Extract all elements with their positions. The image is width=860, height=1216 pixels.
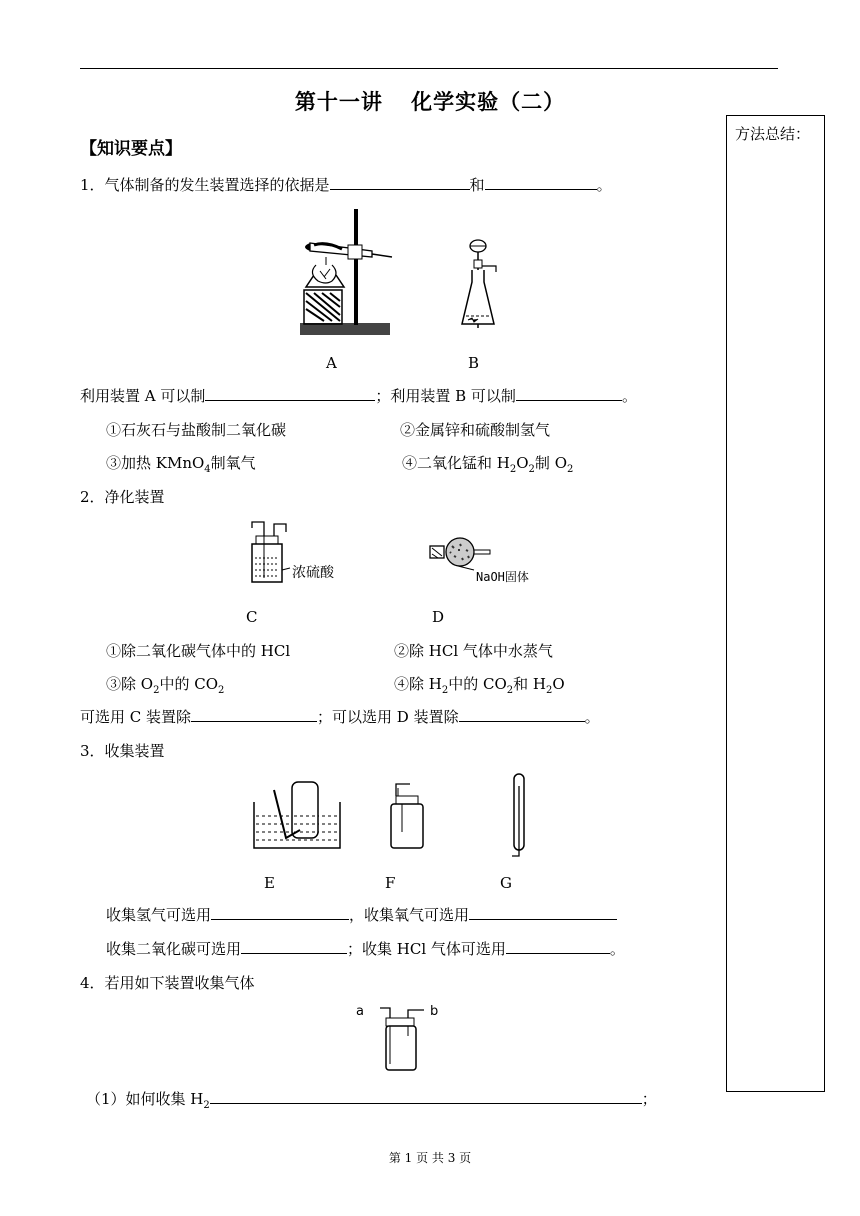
q3-line2-pre: 收集二氧化碳可选用: [106, 940, 242, 958]
q2-opt3-sub: 2: [153, 685, 160, 696]
apparatus-ab-bottle-diagram: [378, 1006, 426, 1072]
port-a-label: a: [356, 1004, 364, 1019]
q2-opt4-pre: ④除 H: [394, 675, 442, 693]
q1-opt4-mid2: 制 O: [534, 454, 567, 472]
method-summary-box: [726, 115, 825, 1092]
q3-line-1: [106, 904, 617, 925]
q1-question: [80, 174, 612, 195]
q2-fill-line: [80, 706, 600, 727]
q1-opt3-pre: ③加热 KMnO: [106, 454, 205, 472]
q1-opt4-sub3: 2: [567, 464, 574, 475]
label-f: F: [385, 874, 396, 892]
q2-opt4-and: 和 H: [513, 675, 547, 693]
q3-line2-mid: ；收集 HCl 气体可选用: [347, 940, 506, 958]
section-heading: 【知识要点】: [80, 139, 182, 159]
label-d: D: [432, 608, 445, 626]
q1-option-1: ①石灰石与盐酸制二氧化碳: [106, 421, 287, 439]
q1-end: 。: [596, 176, 612, 194]
q2-opt3-sub2: 2: [218, 685, 225, 696]
q2-opt3-pre: ③除 O: [106, 675, 154, 693]
q1-opt4-pre: ④二氧化锰和 H: [402, 454, 510, 472]
q3-line1-pre: 收集氢气可选用: [106, 906, 212, 924]
q2-question: 2．净化装置: [80, 488, 165, 506]
q1-opt4-sub2: 2: [528, 464, 535, 475]
q3-line-2: [106, 938, 625, 959]
label-c: C: [246, 608, 258, 626]
q1-fill-prefix: 利用装置 A 可以制: [80, 387, 206, 405]
apparatus-g-diagram: [508, 772, 528, 860]
q2-fill-mid: ；可以选用 D 装置除: [317, 708, 459, 726]
apparatus-b-diagram: [456, 232, 516, 332]
q2-opt4-mid: 中的 CO: [448, 675, 507, 693]
q2-opt4-end: O: [552, 675, 565, 693]
q1-fill-blank-b[interactable]: [516, 386, 622, 401]
q2-option-3: [106, 673, 224, 696]
apparatus-c-diagram: [246, 522, 296, 586]
q2-opt4-sub: 2: [441, 685, 449, 696]
q1-fill-blank-a[interactable]: [205, 386, 375, 401]
q1-option-3: [106, 452, 256, 475]
q2-option-4: [394, 673, 565, 696]
q1-text: 1．气体制备的发生装置选择的依据是: [80, 176, 330, 194]
q1-fill-line: [80, 385, 637, 406]
q2-opt3-mid: 中的 CO: [159, 675, 218, 693]
q1-opt4-mid1: O: [516, 454, 529, 472]
q4-sub-1: [86, 1088, 657, 1111]
q1-opt4-sub1: 2: [509, 464, 517, 475]
q3-line2-end: 。: [609, 940, 625, 958]
q2-fill-blank-d[interactable]: [459, 707, 585, 722]
q2-fill-blank-c[interactable]: [191, 707, 317, 722]
q1-mid: 和: [469, 176, 485, 194]
q1-opt3-sub: 4: [204, 464, 211, 475]
q1-opt3-post: 制氧气: [210, 454, 256, 472]
q4-sub1-sub: 2: [203, 1100, 210, 1111]
apparatus-a-diagram: [296, 205, 416, 340]
q3-question: 3．收集装置: [80, 742, 165, 760]
port-b-label: b: [430, 1004, 439, 1019]
q3-line1-mid: ，收集氧气可选用: [349, 906, 470, 924]
label-b: B: [468, 354, 480, 372]
d-reagent-label: NaOH固体: [476, 570, 529, 584]
q1-fill-mid: ；利用装置 B 可以制: [375, 387, 516, 405]
q4-sub1-pre: （1）如何收集 H: [86, 1090, 204, 1108]
q3-blank-h2[interactable]: [211, 905, 349, 920]
q1-blank-1[interactable]: [330, 175, 470, 190]
q1-fill-end: 。: [621, 387, 637, 405]
q2-opt4-sub2: 2: [506, 685, 514, 696]
q3-blank-o2[interactable]: [469, 905, 617, 920]
c-reagent-label: 浓硫酸: [292, 565, 334, 581]
page-footer: 第 1 页 共 3 页: [388, 1151, 472, 1165]
label-e: E: [264, 874, 275, 892]
q2-fill-prefix: 可选用 C 装置除: [80, 708, 192, 726]
method-summary-label: 方法总结：: [735, 125, 811, 143]
q3-blank-co2[interactable]: [241, 939, 347, 954]
q4-question: 4．若用如下装置收集气体: [80, 974, 255, 992]
q2-fill-end: 。: [584, 708, 600, 726]
q2-option-2: ②除 HCl 气体中水蒸气: [394, 642, 553, 660]
q1-option-4: [402, 452, 573, 475]
q4-blank-h2[interactable]: [210, 1089, 642, 1104]
label-g: G: [500, 874, 512, 892]
label-a: A: [326, 354, 337, 372]
q1-blank-2[interactable]: [485, 175, 597, 190]
q1-option-2: ②金属锌和硫酸制氢气: [400, 421, 551, 439]
q2-opt4-sub3: 2: [546, 685, 553, 696]
header-rule: [80, 68, 778, 69]
apparatus-e-diagram: [252, 782, 342, 850]
q2-option-1: ①除二氧化碳气体中的 HCl: [106, 642, 291, 660]
page-title: 第十一讲 化学实验（二）: [294, 90, 566, 114]
q3-blank-hcl[interactable]: [506, 939, 610, 954]
q4-sub1-end: ；: [641, 1090, 657, 1108]
apparatus-f-diagram: [388, 782, 428, 852]
